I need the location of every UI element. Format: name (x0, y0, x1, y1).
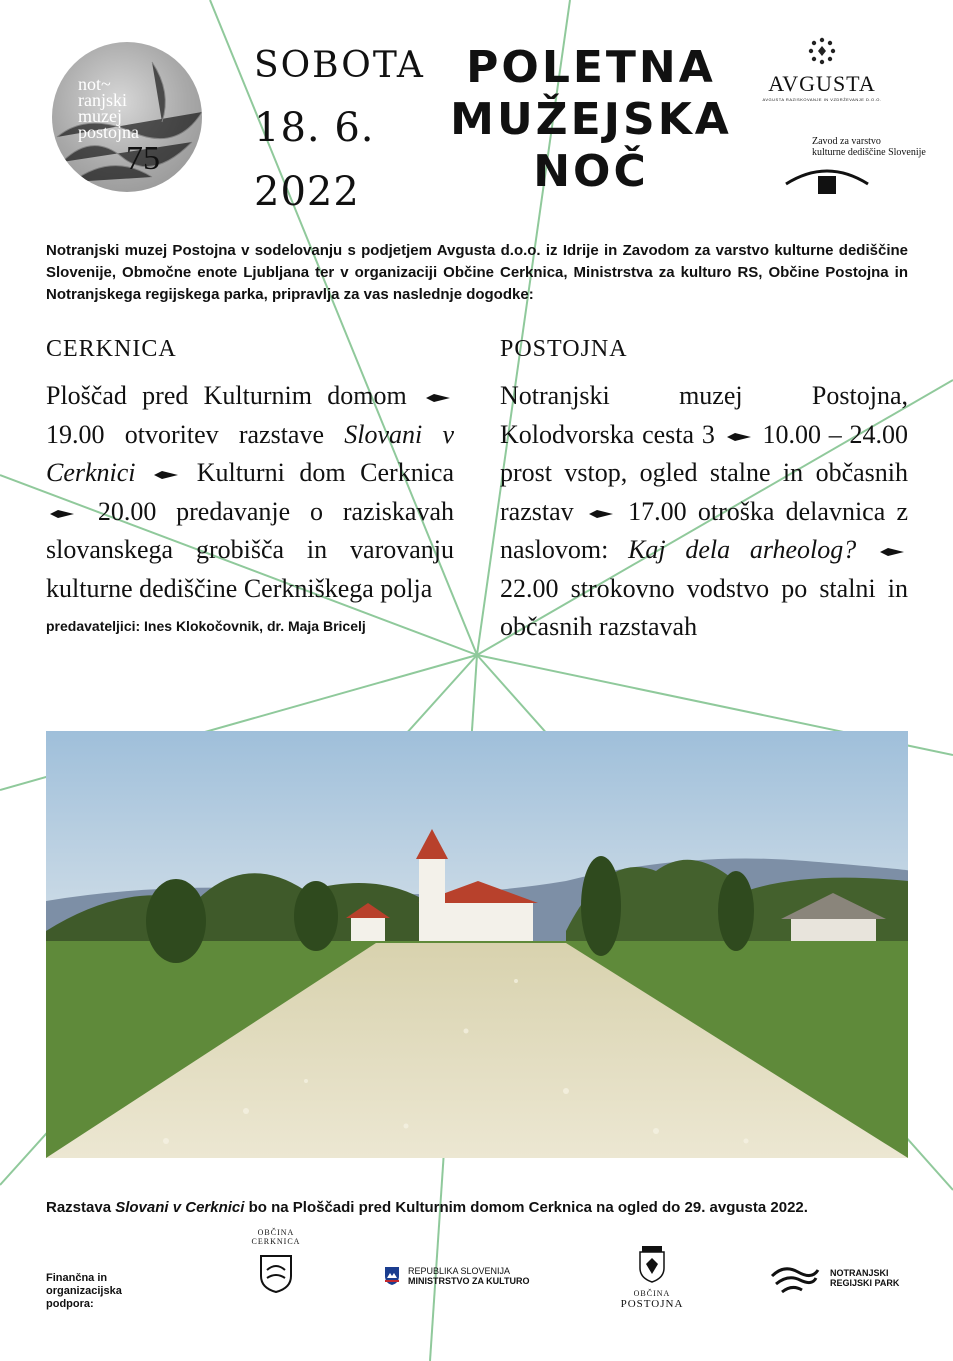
workshop-title: Kaj dela arheolog? (628, 535, 857, 564)
logo-number: 75 (126, 140, 160, 177)
event-day: SOBOTA (254, 45, 425, 86)
cerknica-shield-icon (259, 1254, 293, 1294)
postojna-shield-icon (636, 1244, 668, 1284)
postojna-hours: 10.00 – 24.00 prost vstop, ogled stalne in občasnih razstav (500, 419, 909, 526)
event-title (446, 42, 736, 197)
event-date: 18. 6. (254, 105, 375, 151)
exhibition-title: Slovani v Cerknici (46, 419, 454, 487)
title-line: MUŽEJSKA (450, 94, 732, 145)
avgusta-logo (762, 36, 882, 102)
landscape-photo (46, 731, 908, 1158)
postojna-location: Notranjski muzej Postojna, Kolodvorska cesta 3 (500, 381, 908, 449)
title-line: POLETNA (466, 42, 716, 93)
arrow-right-icon (426, 392, 450, 404)
cerknica-venue: Kulturni dom Cerknica (196, 458, 455, 487)
cerknica-heading: CERKNICA (46, 336, 177, 362)
cerknica-logo-top: OBČINA (257, 1228, 295, 1237)
postojna-text (500, 377, 908, 647)
park-line1: NOTRANJSKI (830, 1268, 889, 1278)
arrow-right-icon (50, 508, 74, 520)
park-line2: REGIJSKI PARK (830, 1278, 900, 1288)
exhibition-note (46, 1199, 908, 1216)
regional-park-logo (770, 1262, 920, 1300)
cerknica-text (46, 377, 454, 608)
postojna-municipality-logo (612, 1244, 692, 1310)
zavod-emblem-icon (782, 162, 872, 202)
postojna-heading: POSTOJNA (500, 336, 628, 362)
logo-line: muzej (78, 106, 122, 126)
logo-text (78, 76, 139, 140)
sponsor-label: Finančna in organizacijska podpora: (46, 1272, 122, 1310)
slovenia-coat-icon (384, 1266, 400, 1286)
zavod-logo (782, 136, 932, 207)
note-post: bo na Ploščadi pred Kulturnim domom Cerknica na ogled do 29. avgusta 2022. (244, 1199, 808, 1216)
cerknica-location: Ploščad pred Kulturnim domom (46, 381, 407, 410)
postojna-logo-top: OBČINA (633, 1289, 671, 1298)
cerknica-lecture: 20.00 predavanje o raziskavah slovanskega grobišča in varovanju kulturne dediščine Cerkniškega polja (46, 496, 455, 603)
photo-illustration (46, 731, 908, 1158)
park-wave-icon (770, 1262, 820, 1300)
cerknica-column (46, 336, 454, 634)
intro-text: Notranjski muzej Postojna v sodelovanju s podjetjem Avgusta d.o.o. iz Idrije in Zavodom za varstvo kulturne dediščine Slovenije, Območne enote Ljubljana ter v organizaciji Občine Cerknica, Ministrstva za kulturo RS, Občine Postojna in Notranjskega regijskega parka, pripravlja za vas naslednje dogodke: (46, 242, 908, 303)
ministry-line2: MINISTRSTVO ZA KULTURO (408, 1276, 530, 1286)
speakers: predavateljici: Ines Klokočovnik, dr. Maja Bricelj (46, 618, 366, 634)
date-block (254, 45, 425, 215)
star-icon (807, 36, 837, 66)
title-line: NOČ (533, 146, 649, 197)
zavod-line1: Zavod za varstvo (812, 136, 881, 147)
note-exhibition: Slovani v Cerknici (115, 1199, 245, 1216)
note-pre: Razstava (46, 1199, 116, 1216)
ministry-logo (384, 1266, 564, 1286)
postojna-workshop: 17.00 otroška delavnica z naslovom: (500, 496, 909, 564)
avgusta-tagline: AVGUSTA RAZISKOVANJE IN VZDRŽEVANJE D.O.O. (762, 97, 882, 102)
logo-line: postojna (78, 122, 139, 142)
cerknica-municipality-logo (246, 1228, 306, 1299)
postojna-column (500, 336, 908, 647)
arrow-right-icon (880, 546, 904, 558)
logo-line: ranjski (78, 90, 127, 110)
cerknica-logo-bottom: CERKNICA (251, 1237, 301, 1246)
museum-logo (52, 42, 202, 192)
event-year: 2022 (254, 169, 360, 215)
avgusta-name: AVGUSTA (768, 71, 876, 96)
cerknica-opening: 19.00 otvoritev razstave (46, 419, 324, 449)
postojna-logo-bottom: POSTOJNA (620, 1298, 684, 1310)
zavod-line2: kulturne dediščine Slovenije (812, 147, 926, 158)
ministry-line1: REPUBLIKA SLOVENIJA (408, 1266, 511, 1276)
arrow-right-icon (589, 508, 613, 520)
arrow-right-icon (727, 431, 751, 443)
logo-line: not~ (78, 74, 111, 94)
arrow-right-icon (154, 469, 178, 481)
postojna-tour: 22.00 strokovno vodstvo po stalni in občasnih razstavah (500, 573, 908, 641)
